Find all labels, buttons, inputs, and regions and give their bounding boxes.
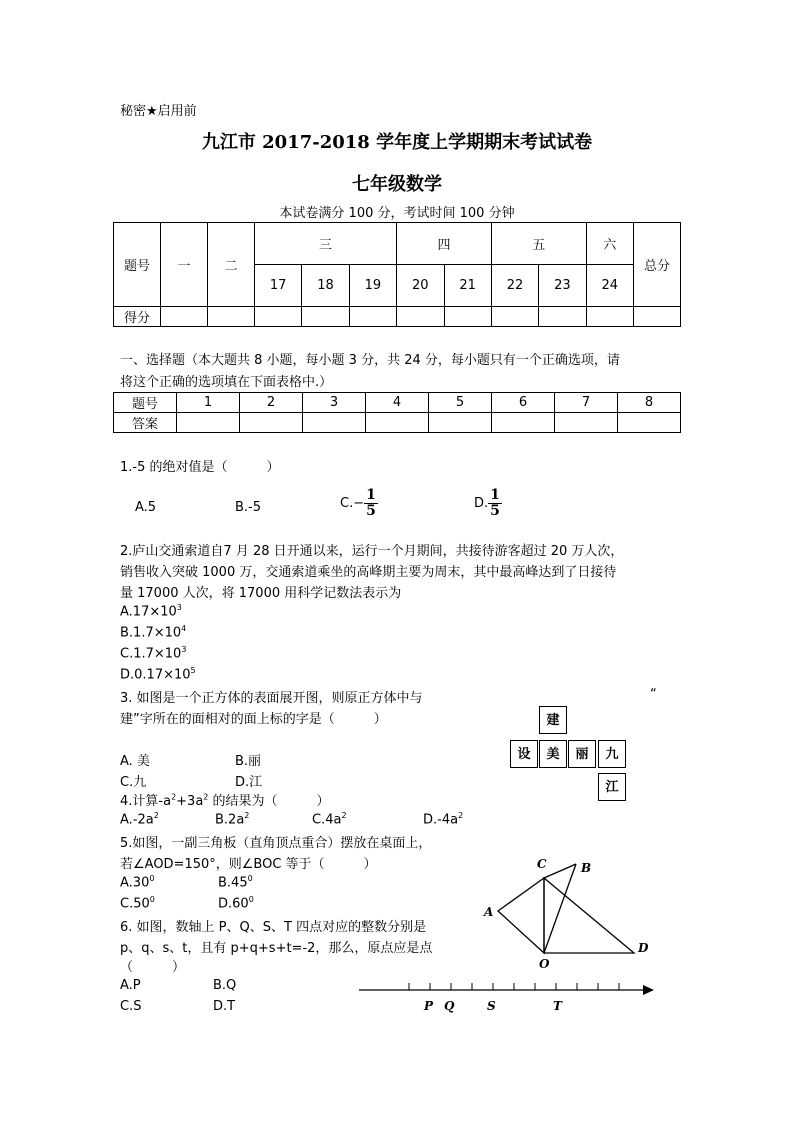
axis-arrow-icon — [643, 985, 654, 995]
q2-option-d-base: D.0.17×10 — [120, 667, 191, 683]
score-num: 18 — [302, 265, 349, 307]
q5-option-a-base: A.30 — [120, 875, 150, 891]
label-c: C — [537, 857, 547, 871]
answer-cell[interactable] — [492, 413, 555, 433]
exponent: 2 — [153, 811, 159, 820]
fraction-denominator: 5 — [366, 503, 376, 519]
q5-option-d-base: D.60 — [218, 896, 249, 912]
q3-option-a: A. 美 — [120, 754, 150, 769]
q3-quote: “ — [650, 687, 657, 702]
q3-option-c: C.九 — [120, 775, 147, 790]
score-cell[interactable] — [634, 307, 681, 327]
score-num: 23 — [539, 265, 586, 307]
q2-option-c-base: C.1.7×10 — [120, 646, 182, 662]
fraction — [364, 488, 378, 519]
label-a: A — [484, 905, 494, 919]
q5-option-b — [218, 874, 253, 890]
q3-option-b: B.丽 — [235, 754, 262, 769]
exponent: 2 — [171, 792, 177, 802]
exponent: 2 — [458, 811, 464, 820]
q4-option-d-base: D.-4a — [423, 812, 459, 828]
exponent: 2 — [203, 792, 209, 802]
score-row-label: 题号 — [114, 223, 161, 307]
q1-option-a: A.5 — [135, 500, 157, 515]
q5-option-c-base: C.50 — [120, 896, 150, 912]
score-total: 总分 — [634, 223, 681, 307]
score-col-2: 二 — [208, 223, 255, 307]
q6-line1: 6. 如图，数轴上 P、Q、S、T 四点对应的整数分别是 — [120, 920, 427, 935]
q6-option-d: D.T — [213, 999, 236, 1014]
triangle-aoc — [498, 878, 544, 953]
q5-line2: 若∠AOD=150°，则∠BOC 等于（ ） — [120, 857, 377, 872]
score-col-1: 一 — [161, 223, 208, 307]
answer-cell[interactable] — [177, 413, 240, 433]
answer-num: 1 — [177, 393, 240, 413]
net-face: 建 — [539, 706, 567, 734]
q2-option-b — [120, 624, 186, 640]
answer-num: 3 — [303, 393, 366, 413]
score-group-5: 五 — [491, 223, 586, 265]
degree-mark: 0 — [149, 895, 155, 904]
label-d: D — [638, 941, 649, 955]
exam-title: 九江市 2017-2018 学年度上学期期末考试试卷 — [201, 132, 593, 153]
score-cell[interactable] — [349, 307, 396, 327]
q2-option-a — [120, 603, 182, 619]
fraction-numerator: 1 — [366, 487, 376, 503]
segment-ob — [544, 864, 576, 953]
fraction-numerator: 1 — [490, 487, 500, 503]
exponent: 3 — [176, 603, 182, 612]
answer-cell[interactable] — [366, 413, 429, 433]
q1-option-c-prefix: C.− — [340, 496, 365, 511]
score-cell[interactable] — [161, 307, 208, 327]
q4-option-c-base: C.4a — [312, 812, 342, 828]
q6-line3: （ ） — [120, 960, 186, 975]
q5-line1: 5.如图，一副三角板（直角顶点重合）摆放在桌面上， — [120, 836, 432, 851]
exponent: 2 — [341, 811, 347, 820]
score-cell[interactable] — [444, 307, 491, 327]
q2-line2: 销售收入突破 1000 万，交通索道乘坐的高峰期主要为周末，其中最高峰达到了日接待 — [120, 565, 617, 580]
q4-stem-base: 4.计算-a — [120, 794, 172, 809]
q4-stem-end: 的结果为（ ） — [208, 794, 330, 809]
q4-option-b-base: B.2a — [215, 812, 245, 828]
score-row-label: 得分 — [114, 307, 161, 327]
score-group-6: 六 — [586, 223, 633, 265]
q1-option-d-prefix: D. — [474, 496, 489, 511]
q5-option-d — [218, 895, 254, 911]
exam-note: 本试卷满分 100 分，考试时间 100 分钟 — [279, 206, 515, 221]
q2-option-c — [120, 645, 186, 661]
net-face: 美 — [539, 740, 567, 768]
q2-line1: 2.庐山交通索道自7 月 28 日开通以来，运行一个月期间，共接待游客超过 20 万人次， — [120, 544, 624, 559]
fraction-denominator: 5 — [490, 503, 500, 519]
score-cell[interactable] — [255, 307, 302, 327]
score-group-3: 三 — [255, 223, 397, 265]
answer-cell[interactable] — [555, 413, 618, 433]
axis-label-p: P — [424, 999, 434, 1013]
answer-row-label: 题号 — [114, 393, 177, 413]
answer-table — [113, 392, 681, 433]
answer-num: 6 — [492, 393, 555, 413]
q2-option-a-base: A.17×10 — [120, 604, 177, 620]
q3-line2: 建”字所在的面相对的面上标的字是（ ） — [120, 712, 387, 727]
q4-option-a — [120, 811, 159, 827]
score-num: 21 — [444, 265, 491, 307]
axis-label-t: T — [553, 999, 562, 1013]
label-o: O — [539, 957, 550, 971]
degree-mark: 0 — [248, 895, 254, 904]
answer-num: 8 — [618, 393, 681, 413]
score-cell[interactable] — [208, 307, 255, 327]
answer-num: 4 — [366, 393, 429, 413]
fraction — [488, 488, 502, 519]
q3-line1: 3. 如图是一个正方体的表面展开图，则原正方体中与 — [120, 691, 423, 706]
answer-cell[interactable] — [618, 413, 681, 433]
score-cell[interactable] — [397, 307, 444, 327]
q5-option-c — [120, 895, 155, 911]
net-face: 设 — [510, 740, 538, 768]
answer-num: 2 — [240, 393, 303, 413]
q4-stem — [120, 790, 330, 809]
q4-option-c — [312, 811, 347, 827]
net-face: 江 — [598, 773, 626, 801]
degree-mark: 0 — [247, 874, 253, 883]
net-face: 九 — [598, 740, 626, 768]
degree-mark: 0 — [149, 874, 155, 883]
score-cell[interactable] — [302, 307, 349, 327]
score-num: 20 — [397, 265, 444, 307]
exponent: 5 — [190, 666, 196, 675]
exponent: 3 — [181, 645, 187, 654]
score-cell[interactable] — [586, 307, 633, 327]
q3-option-d: D.江 — [235, 775, 263, 790]
exponent: 2 — [244, 811, 250, 820]
q6-option-a: A.P — [120, 978, 141, 993]
answer-row-label: 答案 — [114, 413, 177, 433]
number-line — [356, 978, 660, 1014]
q6-option-c: C.S — [120, 999, 142, 1014]
q4-option-a-base: A.-2a — [120, 812, 154, 828]
q1-option-c — [340, 488, 378, 519]
answer-cell[interactable] — [429, 413, 492, 433]
label-b: B — [581, 861, 592, 875]
score-cell[interactable] — [491, 307, 538, 327]
score-num: 19 — [349, 265, 396, 307]
exponent: 4 — [181, 624, 187, 633]
answer-cell[interactable] — [303, 413, 366, 433]
q5-option-a — [120, 874, 154, 890]
q1-stem: 1.-5 的绝对值是（ ） — [120, 460, 280, 475]
answer-num: 5 — [429, 393, 492, 413]
q6-line2: p、q、s、t，且有 p+q+s+t=-2，那么，原点应是点 — [120, 941, 433, 956]
axis-ticks — [409, 983, 619, 990]
score-cell[interactable] — [539, 307, 586, 327]
score-num: 24 — [586, 265, 633, 307]
q4-option-b — [215, 811, 249, 827]
net-face: 丽 — [568, 740, 596, 768]
section1-heading-line2: 将这个正确的选项填在下面表格中.） — [120, 375, 333, 390]
score-num: 17 — [255, 265, 302, 307]
q2-option-d — [120, 666, 196, 682]
secret-label: 秘密★启用前 — [120, 104, 197, 119]
score-num: 22 — [491, 265, 538, 307]
exam-subject: 七年级数学 — [352, 174, 442, 195]
q1-option-d — [474, 488, 502, 519]
q4-option-d — [423, 811, 463, 827]
q6-option-b: B.Q — [213, 978, 237, 993]
q2-option-b-base: B.1.7×10 — [120, 625, 182, 641]
answer-cell[interactable] — [240, 413, 303, 433]
axis-label-q: Q — [444, 999, 455, 1013]
axis-label-s: S — [487, 999, 496, 1013]
triangle-figure — [480, 852, 660, 974]
score-table — [113, 222, 681, 327]
q5-option-b-base: B.45 — [218, 875, 248, 891]
q1-option-b: B.-5 — [235, 500, 262, 515]
q4-stem-mid: +3a — [176, 794, 204, 809]
section1-heading-line1: 一、选择题（本大题共 8 小题，每小题 3 分，共 24 分，每小题只有一个正确选项，请 — [120, 353, 620, 368]
score-group-4: 四 — [397, 223, 492, 265]
q2-line3: 量 17000 人次，将 17000 用科学记数法表示为 — [120, 586, 402, 601]
answer-num: 7 — [555, 393, 618, 413]
